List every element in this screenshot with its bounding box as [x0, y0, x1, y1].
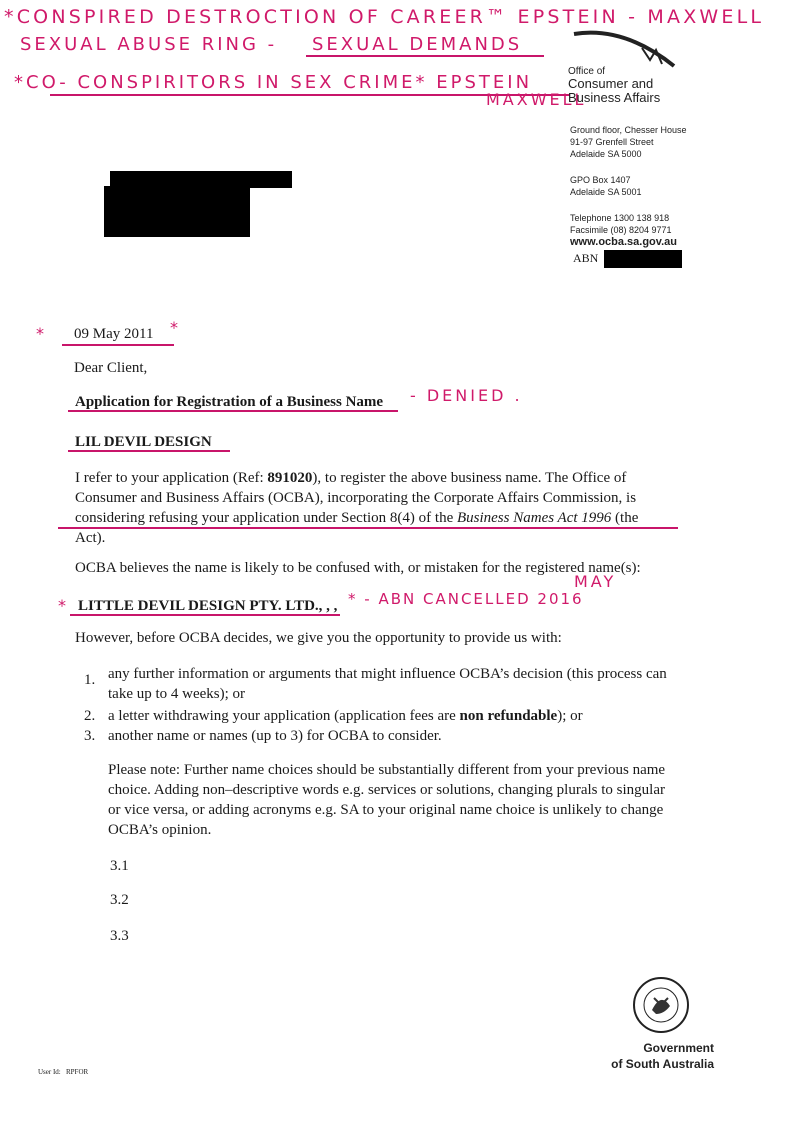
abn-redaction: [604, 250, 682, 268]
annotation-underline-2: [306, 55, 544, 57]
list-number-1: 1.: [84, 672, 96, 688]
list-number-2: 2.: [84, 708, 96, 724]
annotation-star-conflict: *: [58, 596, 69, 615]
subject-underline: [68, 410, 398, 412]
annotation-denied: - DENIED .: [410, 386, 523, 405]
annotation-may: MAY: [574, 572, 617, 591]
paragraph-1-underline: [58, 527, 678, 529]
website-link[interactable]: www.ocba.sa.gov.au: [570, 236, 677, 248]
annotation-star-date-2: *: [170, 318, 181, 337]
government-footer: Government of South Australia: [611, 1041, 714, 1071]
agency-address: Ground floor, Chesser House 91-97 Grenfell Street Adelaide SA 5000 GPO Box 1407 Adelaide SA 5001 Telephone 1300 138 918 Facsimile (08) 8204 9771 www.ocba.sa.gov.au: [570, 125, 687, 248]
agency-name: Office of Consumer and Business Affairs: [568, 66, 661, 105]
annotation-star-date: *: [36, 324, 47, 343]
address-redaction-2: [104, 186, 250, 237]
choice-3-2: 3.2: [110, 892, 129, 908]
date-underline: [62, 344, 174, 346]
annotation-line-1: *CONSPIRED DESTROCTION OF CAREER™ EPSTEIN - MAXWELL: [4, 6, 765, 28]
salutation: Dear Client,: [74, 360, 148, 376]
conflicting-name: LITTLE DEVIL DESIGN PTY. LTD., , ,: [78, 598, 338, 614]
letter-date: 09 May 2011: [74, 326, 154, 342]
annotation-line-2a: SEXUAL ABUSE RING -: [20, 34, 278, 55]
user-id: User Id: RPFOR: [38, 1068, 89, 1076]
paragraph-3: However, before OCBA decides, we give you the opportunity to provide us with:: [75, 630, 562, 646]
south-australia-seal-icon: [632, 976, 690, 1034]
list-item-1: any further information or arguments that might influence OCBA’s decision (this process can take up to 4 weeks); or: [108, 666, 667, 702]
list-number-3: 3.: [84, 728, 96, 744]
paragraph-2: OCBA believes the name is likely to be confused with, or mistaken for the registered name(s):: [75, 560, 641, 576]
application-ref: 891020: [267, 470, 313, 486]
list-item-3: another name or names (up to 3) for OCBA to consider.: [108, 728, 442, 744]
list-item-2: a letter withdrawing your application (application fees are non refundable); or: [108, 708, 583, 724]
conflicting-name-underline: [70, 614, 340, 616]
business-name: LIL DEVIL DESIGN: [75, 434, 212, 450]
subject-line: Application for Registration of a Business Name: [75, 394, 384, 410]
abn-label: ABN: [573, 251, 599, 265]
business-name-underline: [68, 450, 230, 452]
annotation-abn-cancelled: * - ABN CANCELLED 2016: [348, 590, 584, 608]
choice-3-3: 3.3: [110, 928, 129, 944]
annotation-line-3: *CO- CONSPIRITORS IN SEX CRIME* EPSTEIN: [14, 72, 533, 93]
note-paragraph: Please note: Further name choices should be substantially different from your previous name choice. Adding non–descriptive words e.g. services or solutions, changing plurals to singular or vice versa, or adding acronyms e.g. SA to your original name choice is unlikely to change OCBA’s opinion.: [108, 762, 666, 838]
annotation-line-4: MAXWELL: [486, 90, 587, 109]
choice-3-1: 3.1: [110, 858, 129, 874]
annotation-line-2b: SEXUAL DEMANDS: [312, 34, 523, 55]
paragraph-1: I refer to your application (Ref: 891020), to register the above business name. The Office of Consumer and Business Affairs (OCBA), incorporating the Corporate Affairs Commission, is considering refusing your application under Section 8(4) of the Business Names Act 1996 (the Act).: [75, 470, 639, 546]
